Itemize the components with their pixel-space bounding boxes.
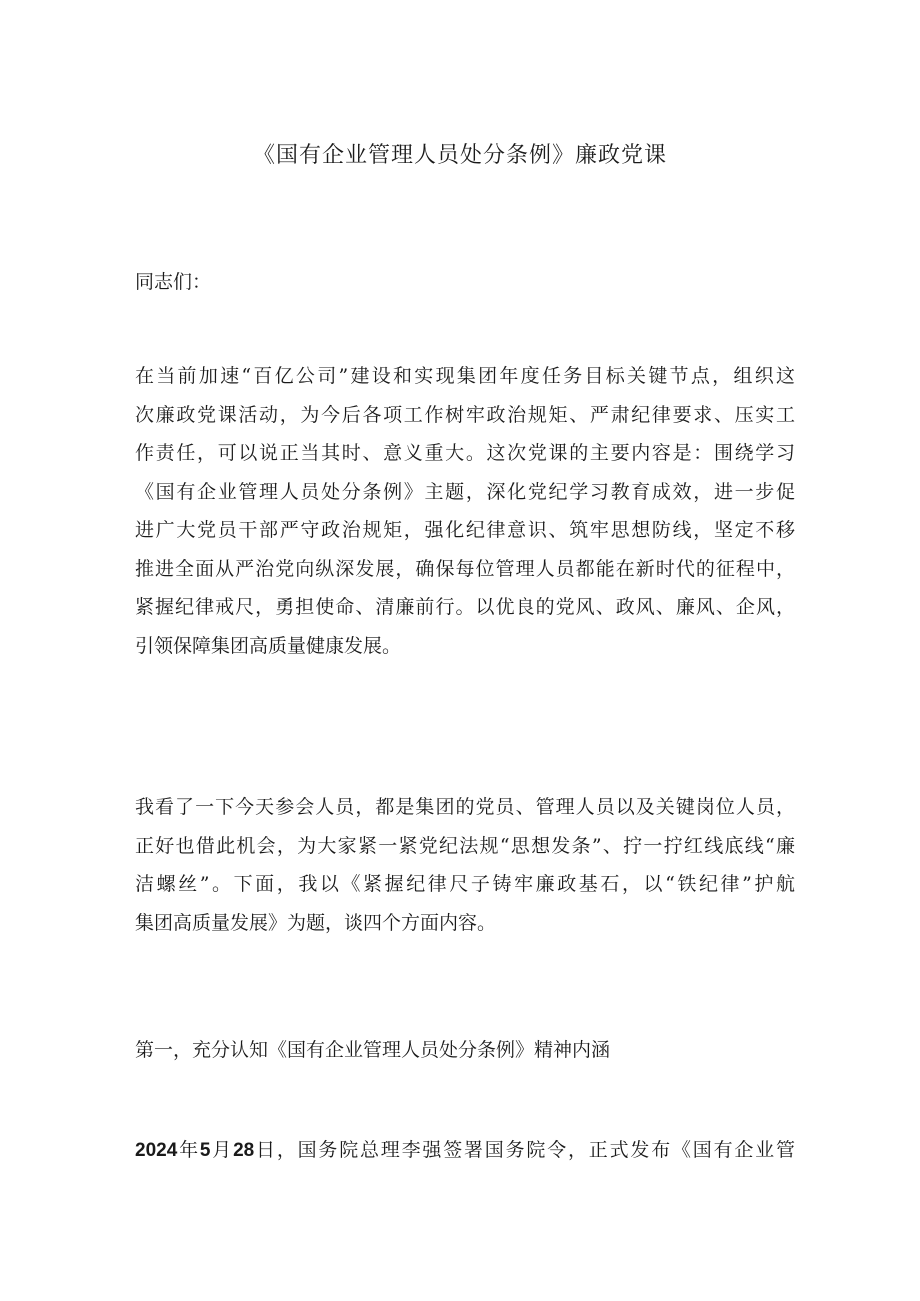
salutation-text: 同志们： (135, 271, 212, 293)
paragraph-line: 《国有企业管理人员处分条例》主题，深化党纪学习教育成效，进一步促 (135, 480, 795, 503)
paragraph-1 (135, 357, 795, 665)
date-year-unit: 年 (177, 1139, 200, 1161)
paragraph-line: 次廉政党课活动，为今后各项工作树牢政治规矩、严肃纪律要求、压实工 (135, 403, 795, 426)
date-month: 5 (199, 1140, 211, 1161)
paragraph-line: 我看了一下今天参会人员，都是集团的党员、管理人员以及关键岗位人员， (135, 796, 795, 818)
paragraph-line: 紧握纪律戒尺，勇担使命、清廉前行。以优良的党风、政风、廉风、企风， (135, 596, 795, 618)
document-title: 《国有企业管理人员处分条例》廉政党课 (252, 143, 667, 168)
paragraph-line: 洁螺丝”。下面，我以《紧握纪律尺子铸牢廉政基石，以“铁纪律”护航 (135, 873, 795, 895)
paragraph-2 (135, 788, 795, 942)
paragraph-line: 作责任，可以说正当其时、意义重大。这次党课的主要内容是：围绕学习 (135, 442, 795, 464)
date-day: 28 (233, 1140, 255, 1161)
paragraph-line: 在当前加速“百亿公司”建设和实现集团年度任务目标关键节点，组织这 (135, 365, 795, 387)
paragraph-line: 集团高质量发展》为题，谈四个方面内容。 (135, 911, 497, 934)
paragraph-3 (135, 1131, 795, 1171)
section-heading-text: 第一，充分认知《国有企业管理人员处分条例》精神内涵 (135, 1039, 611, 1061)
paragraph-line: 进广大党员干部严守政治规矩，强化纪律意识、筑牢思想防线，坚定不移 (135, 519, 795, 541)
paragraph-rest: 日，国务院总理李强签署国务院令，正式发布《国有企业管 (254, 1139, 795, 1161)
section-heading (135, 1031, 795, 1070)
date-year: 2024 (135, 1140, 178, 1161)
paragraph-line: 推进全面从严治党向纵深发展，确保每位管理人员都能在新时代的征程中， (135, 557, 795, 580)
salutation (135, 263, 795, 302)
paragraph-line: 引领保障集团高质量健康发展。 (135, 634, 402, 657)
paragraph-line (135, 1131, 795, 1171)
paragraph-line: 正好也借此机会，为大家紧一紧党纪法规“思想发条”、拧一拧红线底线“廉 (135, 834, 795, 857)
date-month-unit: 月 (210, 1139, 234, 1161)
